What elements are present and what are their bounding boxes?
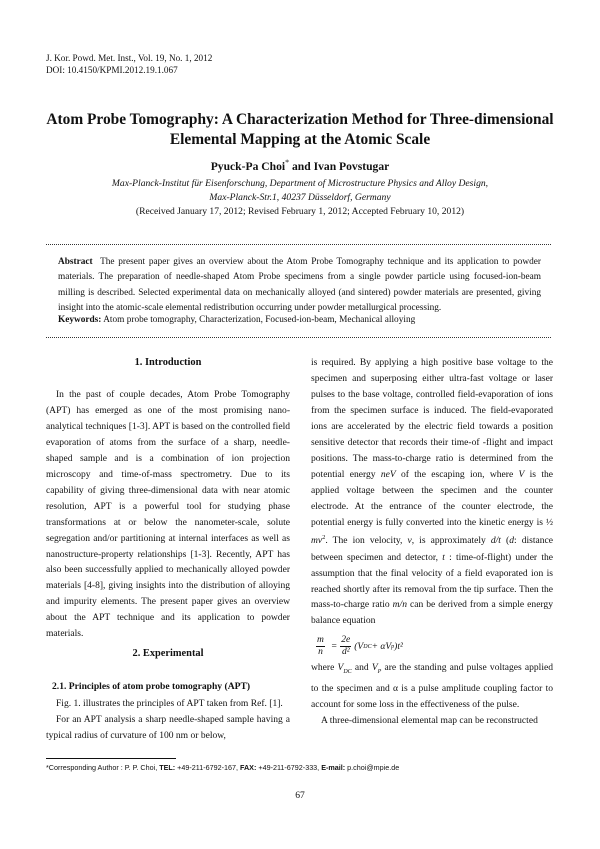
section-heading-introduction: 1. Introduction [134,357,202,368]
doi: DOI: 10.4150/KPMI.2012.19.1.067 [46,65,178,75]
right-column-body [311,355,553,629]
right-paragraph-2: where $V_{DC}$ and $V_P$ are the standing and pulse voltages applied to the specimen and α is a pulse amplitude coupling factor to account for some loss in the effectiveness of the pulse. [311,662,554,710]
author-1: Pyuck-Pa Choi [210,159,286,173]
journal-citation: J. Kor. Powd. Met. Inst., Vol. 19, No. 1, 2012 [46,53,213,63]
subsection-heading: 2.1. Principles of atom probe tomography (APT) [52,681,251,692]
paper-title [20,110,580,150]
section-heading-experimental: 2. Experimental [132,648,204,659]
experimental-paragraph-1: Fig. 1. illustrates the principles of APT taken from Ref. [1]. [56,698,283,709]
experimental-paragraph-2: For an APT analysis a sharp needle-shaped sample having a typical radius of curvature of 100 nm or below, [46,713,290,741]
abstract-bottom-rule [46,337,551,338]
keywords [58,315,541,325]
affiliation [20,177,580,204]
experimental-body [46,696,290,744]
received-dates: (Received January 17, 2012; Revised February 1, 2012; Accepted February 10, 2012) [135,206,465,217]
equation-lhs: $\frac{m}{n}$ [317,635,324,657]
abstract-text: The present paper gives an overview about the Atom Probe Tomography technique and its application to powder materials. The preparation of needle-shaped Atom Probe specimens from a single powder particle using focused-ion-beam milling is described. Selected experimental data on mechanically alloyed (and sintered) powder materials are presented, giving insight into the atomic-scale elemental redistribution occurring under powder metallurgical processing. [58,257,541,313]
authors [20,158,580,173]
journal-header [46,52,212,76]
corresponding-marker: * [285,158,290,167]
keywords-label: Keywords: [58,315,102,325]
affiliation-line-1: Max-Planck-Institut für Eisenforschung, Department of Microstructure Physics and Alloy Design, [111,178,489,189]
abstract-top-rule [46,244,551,245]
right-column-after-equation [311,660,553,729]
title-line-2: Elemental Mapping at the Atomic Scale [169,131,431,148]
introduction-paragraph: In the past of couple decades, Atom Probe Tomography (APT) has emerged as one of the most promising nano-analytical techniques [1-3]. APT is based on the controlled field evaporation of atoms from the surface of a sharp, needle-shaped sample and is a combination of ion projection microscopy and time-of-mass spectrometry. Due to its capability of giving three-dimensional data with near atomic resolution, APT is a powerful tool for studying phase transformations at or below the nanometer-scale, solute segregation and/or partitioning at internal interfaces as well as nanostructure-property relationships [1-3]. Recently, APT has also been successfully applied to mechanically alloyed powder materials [4-8], giving insights into the distribution of alloying and impurity elements. The present paper gives an overview about the APT technique and its application to powder materials. [46,389,290,640]
right-paragraph-1: is required. By applying a high positive base voltage to the specimen and superposing either ultra-fast voltage or laser pulses to the base voltage, controlled field-evaporation of ions from the specimen surface is induced. The field-evaporated ions are accelerated by the electric field towards a position sensitive detector that records their time-of -flight and impact positions. The mass-to-charge ratio is determined from the potential energy neV of the escaping ion, where V is the applied voltage between the specimen and the counter electrode. At the entrance of the counter electrode, the potential energy is fully converted into the kinetic energy is ½ $mv^2$. The ion velocity, v, is approximately d/t (d: distance between specimen and detector, t : time-of-flight) under the assumption that the final velocity of a field evaporated ion is reached shortly after its removal from the tip surface. Then the mass-to-charge ratio m/n can be derived from a simple energy balance equation [311,357,554,627]
abstract-label: Abstract [58,257,93,267]
footnote-rule [46,758,176,759]
equation-rhs-fraction: $\frac{2e}{\text{d²}}$ [341,635,351,657]
title-line-1: Atom Probe Tomography: A Characterization Method for Three-dimensional [46,111,554,128]
affiliation-line-2: Max-Planck-Str.1, 40237 Düsseldorf, Germany [209,191,391,203]
abstract [58,255,541,316]
keywords-text: Atom probe tomography, Characterization, Focused-ion-beam, Mechanical alloying [103,315,416,325]
right-paragraph-3: A three-dimensional elemental map can be reconstructed [321,714,538,726]
introduction-body [46,387,290,642]
author-2: and Ivan Povstugar [289,159,390,173]
corresponding-author-footnote: *Corresponding Author : P. P. Choi, TEL: +49-211-6792-167, FAX: +49-211-6792-333, E-mail: p.choi@mpie.de [46,763,400,772]
page-number: 67 [295,790,305,801]
energy-balance-equation: $\frac{m}{n}$ = $\frac{2e}{\text{d²}}$ (V DC + αV p )t² [317,635,403,657]
